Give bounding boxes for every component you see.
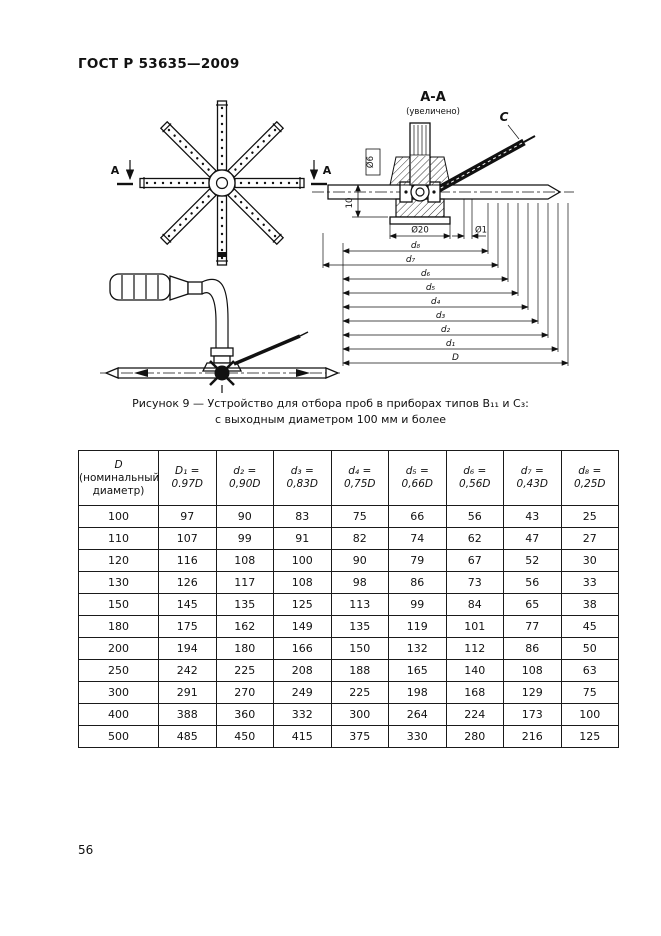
table-cell: 120: [79, 550, 159, 572]
figure-caption-line1: Рисунок 9 — Устройство для отбора проб в приборах типов В₁₁ и С₃:: [132, 397, 529, 410]
table-cell: 65: [504, 594, 562, 616]
table-cell: 77: [504, 616, 562, 638]
table-cell: 173: [504, 704, 562, 726]
table-row: [79, 506, 619, 528]
table-cell: 280: [446, 726, 504, 748]
table-cell: 175: [159, 616, 217, 638]
table-row: [79, 594, 619, 616]
table-row: [79, 660, 619, 682]
dim-bore-label: Ø1: [474, 225, 488, 236]
table-cell: 200: [79, 638, 159, 660]
star-spoke: [140, 177, 209, 189]
table-cell: 47: [504, 528, 562, 550]
table-cell: 33: [561, 572, 619, 594]
table-cell: 86: [389, 572, 447, 594]
star-hub: [209, 170, 235, 196]
dim-chain-group: [323, 203, 568, 366]
table-cell: 30: [561, 550, 619, 572]
dim-chain-label: d₅: [425, 283, 436, 293]
table-header-cell: d₃ = 0,83D: [274, 451, 332, 506]
table-cell: 79: [389, 550, 447, 572]
table-cell: 135: [331, 616, 389, 638]
table-cell: 388: [159, 704, 217, 726]
table-cell: 165: [389, 660, 447, 682]
table-cell: 73: [446, 572, 504, 594]
table-cell: 82: [331, 528, 389, 550]
dim-chain-label: D: [452, 353, 459, 363]
table-cell: 188: [331, 660, 389, 682]
table-cell: 66: [389, 506, 447, 528]
table-cell: 45: [561, 616, 619, 638]
table-cell: 63: [561, 660, 619, 682]
bar-hub: [210, 361, 234, 393]
table-cell: 108: [216, 550, 274, 572]
section-note: (увеличено): [406, 107, 460, 117]
table-cell: 62: [446, 528, 504, 550]
table-header-cell: d₆ = 0,56D: [446, 451, 504, 506]
table-cell: 140: [446, 660, 504, 682]
section-label: А-А: [420, 90, 446, 105]
table-cell: 300: [331, 704, 389, 726]
diameter-table: [78, 450, 619, 748]
table-cell: 208: [274, 660, 332, 682]
table-cell: 130: [79, 572, 159, 594]
table-row: [79, 528, 619, 550]
table-cell: 116: [159, 550, 217, 572]
table-header-cell: d₈ = 0,25D: [561, 451, 619, 506]
table-cell: 216: [504, 726, 562, 748]
bore-diameter-dimension: [452, 199, 487, 239]
table-cell: 100: [274, 550, 332, 572]
page-number: 56: [78, 843, 94, 857]
table-header-diameter: [79, 451, 159, 506]
table-cell: 264: [389, 704, 447, 726]
table-cell: 74: [389, 528, 447, 550]
table-cell: 180: [79, 616, 159, 638]
table-cell: 166: [274, 638, 332, 660]
small-diameter-dimension: [365, 149, 380, 175]
table-cell: 150: [331, 638, 389, 660]
table-cell: 150: [79, 594, 159, 616]
table-cell: 84: [446, 594, 504, 616]
table-cell: 99: [389, 594, 447, 616]
table-cell: 125: [561, 726, 619, 748]
table-header-row: [79, 451, 619, 506]
table-cell: 242: [159, 660, 217, 682]
table-header-cell: d₄ = 0,75D: [331, 451, 389, 506]
table-cell: 145: [159, 594, 217, 616]
table-cell: 91: [274, 528, 332, 550]
table-cell: 90: [331, 550, 389, 572]
table-cell: 450: [216, 726, 274, 748]
table-cell: 180: [216, 638, 274, 660]
table-cell: 101: [446, 616, 504, 638]
table-header-cell: d₂ = 0,90D: [216, 451, 274, 506]
table-cell: 168: [446, 682, 504, 704]
dim-chain-label: d₂: [440, 325, 451, 335]
angled-rod: [234, 332, 308, 364]
table-cell: 98: [331, 572, 389, 594]
table-cell: 38: [561, 594, 619, 616]
table-cell: 375: [331, 726, 389, 748]
table-cell: 249: [274, 682, 332, 704]
table-row: [79, 550, 619, 572]
table-cell: 52: [504, 550, 562, 572]
table-cell: 332: [274, 704, 332, 726]
bar-arrow-left: [134, 369, 148, 377]
table-cell: 125: [274, 594, 332, 616]
star-spoke: [160, 121, 217, 178]
figure-caption: [0, 396, 661, 428]
star-spoke: [160, 188, 217, 245]
table-cell: 75: [331, 506, 389, 528]
table-header-cell: D₁ = 0.97D: [159, 451, 217, 506]
table-cell: 107: [159, 528, 217, 550]
table-cell: 126: [159, 572, 217, 594]
detail-label: С: [499, 110, 509, 124]
dim-chain-label: d₃: [435, 311, 446, 321]
star-spoke: [227, 121, 284, 178]
dim-chain-label: d₁: [445, 339, 456, 349]
table-cell: 270: [216, 682, 274, 704]
table-cell: 224: [446, 704, 504, 726]
table-cell: 225: [331, 682, 389, 704]
table-row: [79, 638, 619, 660]
star-spoke: [216, 101, 228, 170]
table-cell: 43: [504, 506, 562, 528]
table-cell: 198: [389, 682, 447, 704]
table-cell: 50: [561, 638, 619, 660]
table-cell: 250: [79, 660, 159, 682]
dim-chain-label: d₇: [405, 255, 416, 265]
table-cell: 117: [216, 572, 274, 594]
table-cell: 86: [504, 638, 562, 660]
dim-chain-label: d₄: [430, 297, 441, 307]
table-cell: 108: [504, 660, 562, 682]
table-row: [79, 682, 619, 704]
table-cell: 129: [504, 682, 562, 704]
table-cell: 27: [561, 528, 619, 550]
table-cell: 90: [216, 506, 274, 528]
handle: [110, 274, 202, 300]
hub-diameter-dimension: [390, 224, 450, 239]
table-body: [79, 506, 619, 748]
table-cell: 67: [446, 550, 504, 572]
table-cell: 56: [446, 506, 504, 528]
dim-small-label: Ø6: [366, 155, 376, 169]
table-header-cell: d₇ = 0,43D: [504, 451, 562, 506]
table-cell: 500: [79, 726, 159, 748]
figure-caption-line2: с выходным диаметром 100 мм и более: [214, 413, 447, 426]
table-cell: 400: [79, 704, 159, 726]
star-spoke: [227, 188, 284, 245]
cut-label-left: А: [110, 164, 120, 177]
gooseneck-tube: [202, 279, 241, 371]
dim-chain-label: d₆: [420, 269, 431, 279]
dim-height-label: 10: [345, 197, 355, 209]
table-cell: 110: [79, 528, 159, 550]
table-row: [79, 726, 619, 748]
header-d-symbol: D: [114, 458, 123, 471]
star-spoke: [235, 177, 304, 189]
table-cell: 132: [389, 638, 447, 660]
table-cell: 99: [216, 528, 274, 550]
table-cell: 162: [216, 616, 274, 638]
table-cell: 100: [561, 704, 619, 726]
table-header-cell: d₅ = 0,66D: [389, 451, 447, 506]
cut-label-right: А: [322, 164, 332, 177]
table-cell: 83: [274, 506, 332, 528]
table-row: [79, 704, 619, 726]
tube-apex-mark: [217, 252, 227, 257]
table-cell: 97: [159, 506, 217, 528]
table-row: [79, 572, 619, 594]
table-cell: 119: [389, 616, 447, 638]
table-cell: 300: [79, 682, 159, 704]
header-d-note: (номинальный диаметр): [79, 471, 160, 497]
table-cell: 112: [446, 638, 504, 660]
table-cell: 113: [331, 594, 389, 616]
dim-chain-label: d₈: [410, 241, 421, 251]
table-cell: 225: [216, 660, 274, 682]
table-cell: 485: [159, 726, 217, 748]
section-a-a-drawing: [298, 85, 590, 385]
table-cell: 194: [159, 638, 217, 660]
table-cell: 330: [389, 726, 447, 748]
table-cell: 100: [79, 506, 159, 528]
document-title: ГОСТ Р 53635—2009: [78, 56, 240, 72]
dim-hub-label: Ø20: [411, 225, 429, 236]
table-cell: 56: [504, 572, 562, 594]
table-row: [79, 616, 619, 638]
table-cell: 360: [216, 704, 274, 726]
table-cell: 25: [561, 506, 619, 528]
section-cut-mark-left: [111, 160, 133, 184]
table-cell: 75: [561, 682, 619, 704]
table-cell: 149: [274, 616, 332, 638]
table-cell: 135: [216, 594, 274, 616]
table-cell: 108: [274, 572, 332, 594]
table-cell: 291: [159, 682, 217, 704]
threaded-stud: [390, 123, 450, 185]
table-cell: 415: [274, 726, 332, 748]
